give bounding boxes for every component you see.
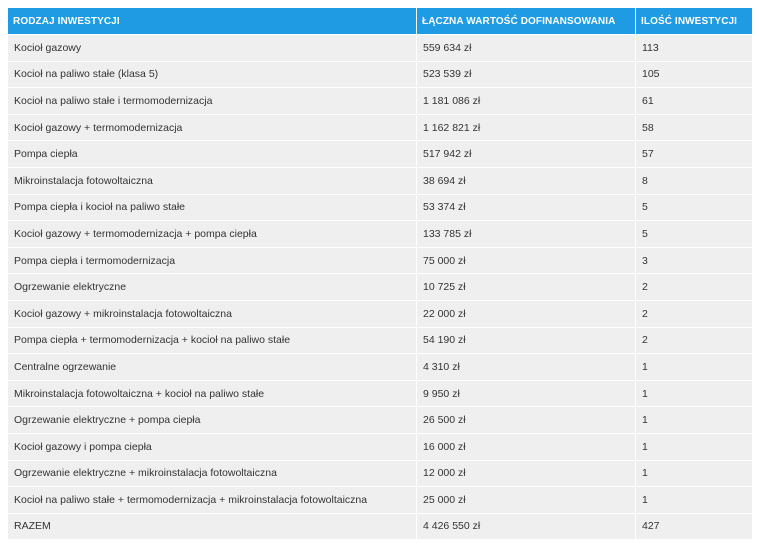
table-body [8,35,752,539]
table-row [8,461,752,487]
table-row [8,221,752,247]
cell-total-funding: 9 950 zł [417,381,635,407]
cell-total-funding: 75 000 zł [417,248,635,274]
cell-investment-type: Pompa ciepła i kocioł na paliwo stałe [8,195,416,221]
cell-investment-type: Kocioł gazowy + mikroinstalacja fotowoltaiczna [8,301,416,327]
table-row [8,35,752,61]
header-total-funding: ŁĄCZNA WARTOŚĆ DOFINANSOWANIA [417,8,635,34]
table-row [8,407,752,433]
cell-total-funding: 16 000 zł [417,434,635,460]
table-header-row [8,8,752,34]
header-investment-type: RODZAJ INWESTYCJI [8,8,416,34]
cell-investment-count: 1 [636,407,752,433]
cell-total-funding: 12 000 zł [417,461,635,487]
table-row [8,381,752,407]
cell-investment-count: 1 [636,461,752,487]
cell-investment-count: 1 [636,434,752,460]
cell-investment-count: 427 [636,514,752,540]
table-row [8,141,752,167]
cell-investment-type: Pompa ciepła i termomodernizacja [8,248,416,274]
cell-investment-type: Kocioł gazowy [8,35,416,61]
cell-total-funding: 26 500 zł [417,407,635,433]
cell-investment-type: Ogrzewanie elektryczne [8,274,416,300]
cell-total-funding: 133 785 zł [417,221,635,247]
cell-investment-count: 1 [636,354,752,380]
cell-total-funding: 4 310 zł [417,354,635,380]
cell-investment-count: 2 [636,301,752,327]
table-row [8,195,752,221]
cell-total-funding: 1 162 821 zł [417,115,635,141]
cell-investment-type: Mikroinstalacja fotowoltaiczna + kocioł na paliwo stałe [8,381,416,407]
cell-investment-type: RAZEM [8,514,416,540]
cell-investment-type: Kocioł gazowy + termomodernizacja [8,115,416,141]
table-row [8,168,752,194]
table-row [8,328,752,354]
cell-total-funding: 25 000 zł [417,487,635,513]
investment-table [7,7,753,540]
table-row [8,115,752,141]
cell-investment-count: 57 [636,141,752,167]
cell-investment-type: Kocioł gazowy + termomodernizacja + pompa ciepła [8,221,416,247]
cell-investment-type: Ogrzewanie elektryczne + mikroinstalacja fotowoltaiczna [8,461,416,487]
cell-investment-count: 5 [636,221,752,247]
header-investment-count: ILOŚĆ INWESTYCJI [636,8,752,34]
cell-investment-count: 113 [636,35,752,61]
table-row [8,62,752,88]
cell-investment-count: 61 [636,88,752,114]
cell-investment-type: Mikroinstalacja fotowoltaiczna [8,168,416,194]
cell-investment-type: Ogrzewanie elektryczne + pompa ciepła [8,407,416,433]
table-row [8,248,752,274]
cell-investment-count: 8 [636,168,752,194]
cell-investment-type: Kocioł na paliwo stałe (klasa 5) [8,62,416,88]
cell-investment-count: 2 [636,274,752,300]
cell-investment-type: Pompa ciepła [8,141,416,167]
cell-total-funding: 54 190 zł [417,328,635,354]
cell-total-funding: 1 181 086 zł [417,88,635,114]
cell-investment-count: 105 [636,62,752,88]
cell-investment-count: 5 [636,195,752,221]
cell-total-funding: 559 634 zł [417,35,635,61]
cell-total-funding: 38 694 zł [417,168,635,194]
cell-investment-type: Pompa ciepła + termomodernizacja + kocioł na paliwo stałe [8,328,416,354]
table-row [8,274,752,300]
cell-investment-type: Kocioł na paliwo stałe + termomodernizacja + mikroinstalacja fotowoltaiczna [8,487,416,513]
cell-total-funding: 22 000 zł [417,301,635,327]
cell-investment-type: Kocioł na paliwo stałe i termomodernizacja [8,88,416,114]
cell-investment-count: 2 [636,328,752,354]
cell-total-funding: 10 725 zł [417,274,635,300]
cell-investment-count: 3 [636,248,752,274]
table-total-row [8,514,752,540]
cell-investment-count: 1 [636,487,752,513]
cell-total-funding: 4 426 550 zł [417,514,635,540]
table-row [8,487,752,513]
cell-total-funding: 53 374 zł [417,195,635,221]
cell-investment-count: 58 [636,115,752,141]
table-row [8,301,752,327]
cell-investment-type: Centralne ogrzewanie [8,354,416,380]
cell-investment-type: Kocioł gazowy i pompa ciepła [8,434,416,460]
investment-table-container [7,7,752,540]
cell-investment-count: 1 [636,381,752,407]
table-row [8,88,752,114]
table-row [8,434,752,460]
cell-total-funding: 523 539 zł [417,62,635,88]
cell-total-funding: 517 942 zł [417,141,635,167]
table-row [8,354,752,380]
